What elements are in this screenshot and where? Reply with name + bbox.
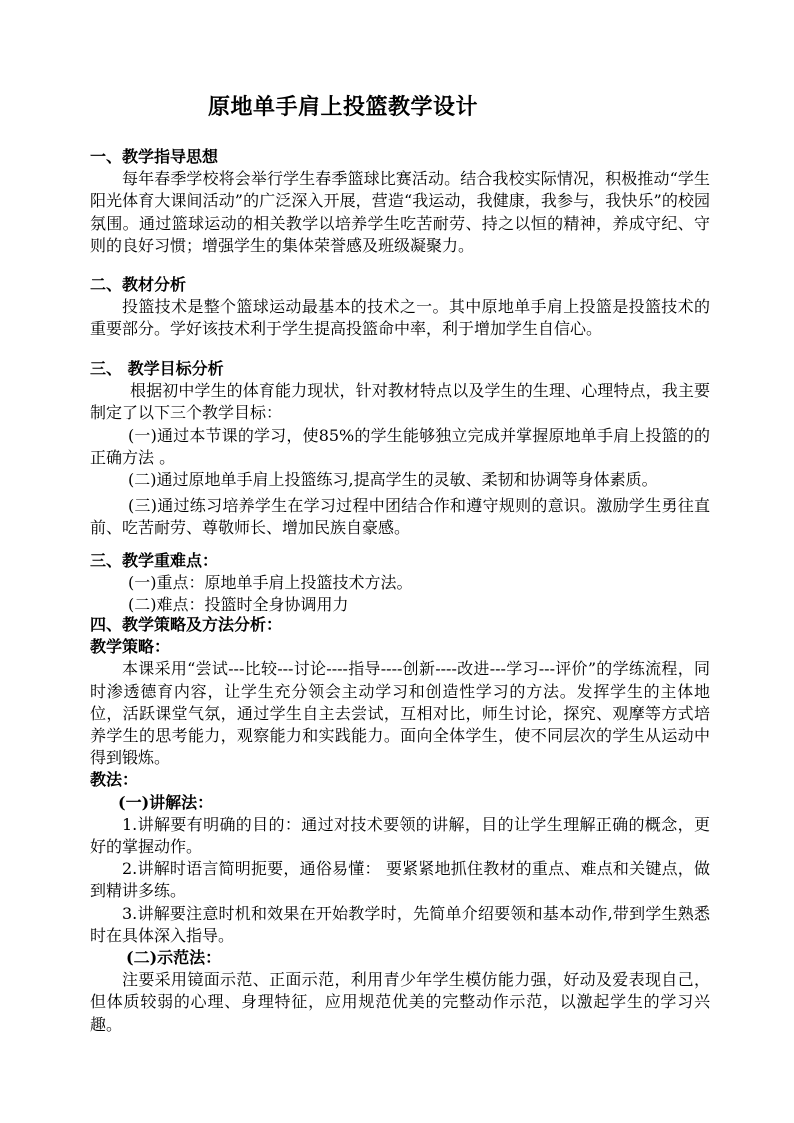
strategy-label: 教学策略： (90, 637, 171, 657)
key-point: (一)重点：原地单手肩上投篮技术方法。 (128, 573, 413, 593)
demonstration-paragraph: 注要采用镜面示范、正面示范，利用青少年学生模仿能力强，好动及爱表现自己，但体质较弱的心理、身理特征，应用规范优美的完整动作示范，以激起学生的学习兴趣。 (90, 970, 710, 1034)
paragraph: 根据初中学生的体育能力现状，针对教材特点以及学生的生理、心理特点，我主要制定了以下三个教学目标： (90, 381, 710, 423)
section-heading: 四、教学策略及方法分析： (90, 615, 283, 634)
difficult-point: (二)难点：投篮时全身协调用力 (128, 595, 349, 615)
method-item: 3.讲解要注意时机和效果在开始教学时，先简单介绍要领和基本动作,带到学生熟悉时在具体深入指导。 (90, 903, 710, 945)
section-heading: 二、教材分析 (90, 275, 187, 294)
section-guiding-ideology (90, 146, 710, 257)
method-demonstration-label: (二)示范法： (126, 948, 222, 968)
section-key-points (90, 550, 710, 617)
objective-2: (二)通过原地单手肩上投篮练习,提高学生的灵敏、柔韧和协调等身体素质。 (128, 470, 658, 490)
method-item: 2.讲解时语言简明扼要，通俗易懂： 要紧紧地抓住教材的重点、难点和关键点，做到精讲多练。 (90, 859, 710, 901)
section-material-analysis (90, 274, 710, 341)
method-label: 教法： (90, 770, 139, 790)
objective-1: (一)通过本节课的学习，使85%的学生能够独立完成并掌握原地单手肩上投篮的的正确方法 。 (90, 425, 710, 467)
method-item: 1.讲解要有明确的目的：通过对技术要领的讲解，目的让学生理解正确的概念，更好的掌握动作。 (90, 814, 710, 857)
paragraph: 投篮技术是整个篮球运动最基本的技术之一。其中原地单手肩上投篮是投篮技术的重要部分。学好该技术利于学生提高投篮命中率，利于增加学生自信心。 (90, 297, 710, 339)
strategy-paragraph: 本课采用“尝试---比较---讨论----指导----创新----改进---学习---评价”的学练流程，同时渗透德育内容，让学生充分领会主动学习和创造性学习的方法。发挥学生的主体地位，活跃课堂气氛，通过学生自主去尝试，互相对比，师生讨论，探究、观摩等方式培养学生的思考能力，观察能力和实践能力。面向全体学生，使不同层次的学生从运动中得到锻炼。 (90, 659, 710, 768)
method-explanation-label: (一)讲解法： (118, 792, 214, 812)
section-heading: 一、教学指导思想 (90, 147, 219, 166)
section-objectives (90, 358, 710, 540)
paragraph: 每年春季学校将会举行学生春季篮球比赛活动。结合我校实际情况，积极推动“学生阳光体育大课间活动”的广泛深入开展，营造“我运动，我健康，我参与，我快乐”的校园氛围。通过篮球运动的相关教学以培养学生吃苦耐劳、持之以恒的精神，养成守纪、守则的良好习惯；增强学生的集体荣誉感及班级凝聚力。 (90, 169, 710, 255)
section-heading: 三、教学重难点： (90, 551, 219, 570)
document-title: 原地单手肩上投篮教学设计 (208, 94, 479, 120)
section-heading: 三、 教学目标分析 (90, 359, 224, 378)
objective-3: (三)通过练习培养学生在学习过程中团结合作和遵守规则的意识。激励学生勇往直前、吃苦耐劳、尊敬师长、增加民族自豪感。 (90, 496, 710, 538)
section-strategy-methods (90, 614, 710, 1036)
